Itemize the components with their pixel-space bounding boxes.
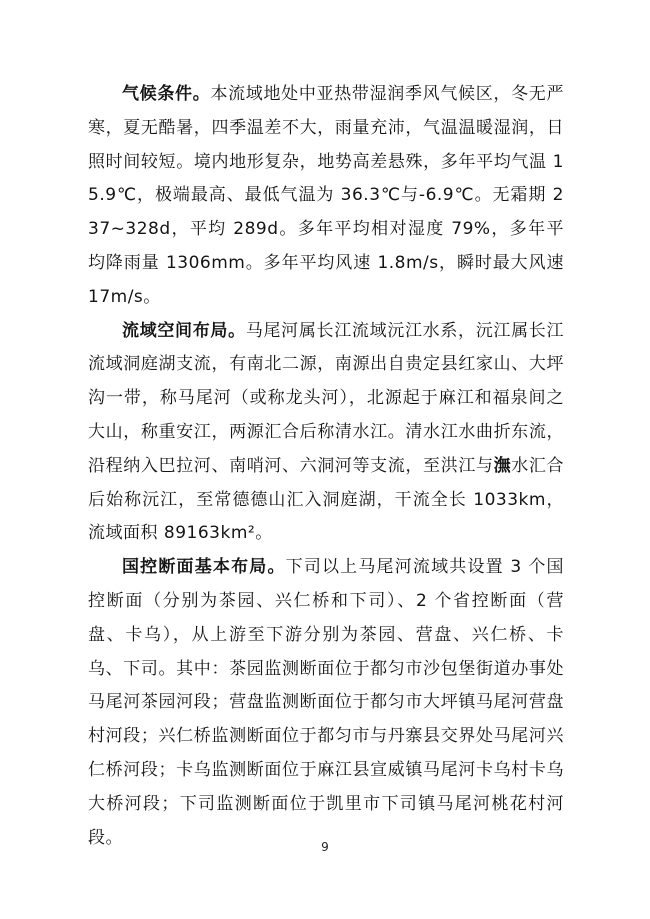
page-footer — [0, 836, 650, 855]
paragraph — [88, 315, 564, 552]
paragraph-lead: 气候条件。 — [122, 84, 211, 104]
paragraph — [88, 551, 564, 855]
paragraph-lead: 潕 — [493, 455, 512, 476]
paragraph-text: 马尾河属长江流域沅江水系，沅江属长江流域洞庭湖支流，有南北二源，南源出自贵定县红家山、大坪沟一带，称马尾河（或称龙头河），北源起于麻江和福泉间之大山，称重安江，两源汇合后称清水江。清水江水曲折东流，沿程纳入巴拉河、南哨河、六洞河等支流，至洪江与 — [88, 320, 564, 476]
document-body — [88, 78, 564, 855]
paragraphs — [88, 78, 564, 855]
page-number: 9 — [321, 840, 329, 854]
paragraph-text: 水汇合后始称沅江，至常德德山汇入洞庭湖，干流全长 1033km，流域面积 89163km²。 — [88, 455, 565, 544]
paragraph-lead: 流域空间布局。 — [122, 320, 246, 341]
paragraph-text: 下司以上马尾河流域共设置 3 个国控断面（分别为茶园、兴仁桥和下司）、2 个省控断面（营盘、卡乌），从上游至下游分别为茶园、营盘、兴仁桥、卡乌、下司。其中：茶园监测断面位于都匀市沙包堡街道办事处马尾河茶园河段；营盘监测断面位于都匀市大坪镇马尾河营盘村河段；兴仁桥监测断面位于都匀市与丹寨县交界处马尾河兴仁桥河段；卡乌监测断面位于麻江县宣威镇马尾河卡乌村卡乌大桥河段；下司监测断面位于凯里市下司镇马尾河桃花村河段。 — [88, 557, 564, 848]
paragraph-text: 本流域地处中亚热带湿润季风气候区，冬无严寒，夏无酷暑，四季温差不大，雨量充沛，气温温暖湿润，日照时间较短。境内地形复杂，地势高差悬殊，多年平均气温 15.9℃，极端最高、最低气温为 36.3℃与-6.9℃。无霜期 237~328d，平均 289d。多年平均相对湿度 79%，多年平均降雨量 1306mm。多年平均风速 1.8m/s，瞬时最大风速 17m/s。 — [88, 84, 564, 307]
paragraph — [88, 78, 564, 315]
paragraph-lead: 国控断面基本布局。 — [122, 557, 286, 578]
